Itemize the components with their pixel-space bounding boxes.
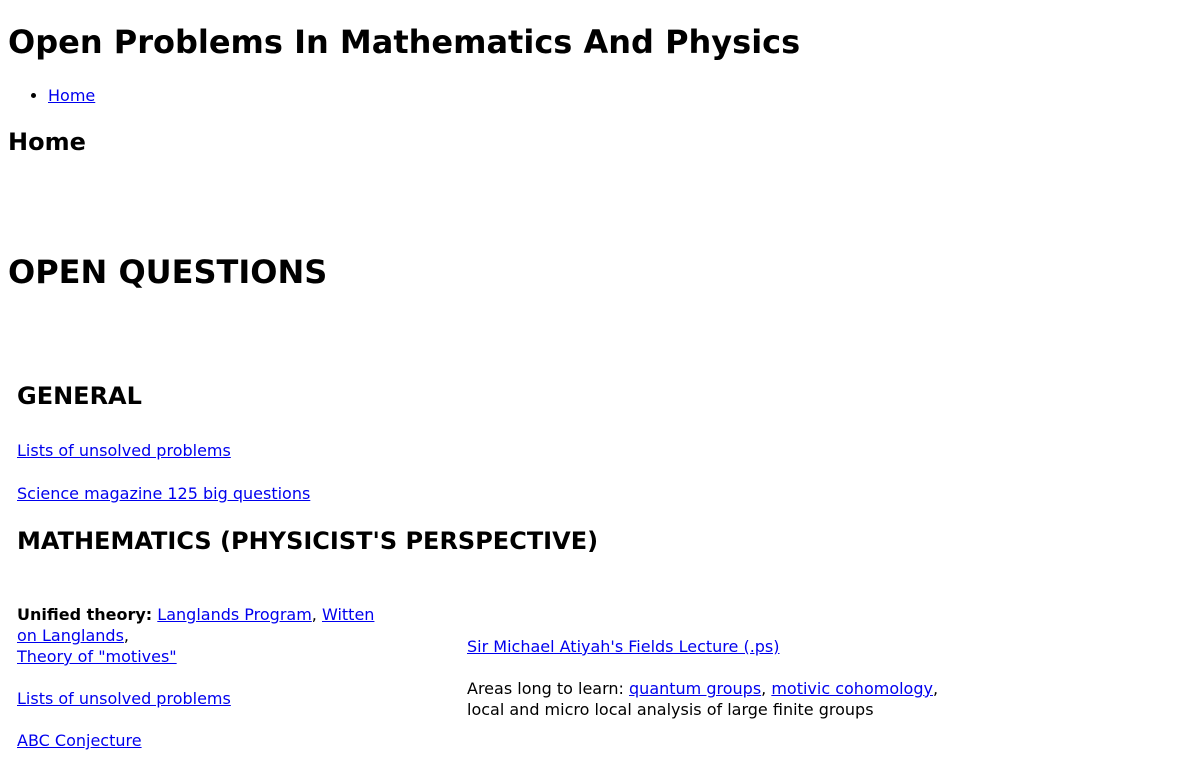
math-unsolved-problems-link[interactable]: Lists of unsolved problems	[17, 689, 231, 708]
atiyah-lecture-link[interactable]: Sir Michael Atiyah's Fields Lecture (.ps)	[467, 637, 780, 656]
general-link-row	[17, 483, 310, 504]
nav-item-home	[48, 85, 95, 106]
areas-suffix: , local and micro local analysis of large finite groups	[467, 679, 939, 719]
atiyah-paragraph	[467, 636, 967, 657]
separator: ,	[311, 605, 317, 624]
page-heading: Home	[8, 128, 86, 156]
areas-paragraph	[467, 678, 967, 720]
unsolved-problems-link[interactable]: Lists of unsolved problems	[17, 441, 231, 460]
math-left-column	[17, 604, 397, 772]
math-link-row	[17, 688, 397, 709]
main-nav	[8, 85, 95, 106]
math-link-row	[17, 730, 397, 751]
site-title: Open Problems In Mathematics And Physics	[8, 23, 801, 61]
langlands-program-link[interactable]: Langlands Program	[157, 605, 312, 624]
unified-theory-label: Unified theory:	[17, 605, 153, 624]
general-link-row	[17, 440, 231, 461]
mathematics-heading: MATHEMATICS (PHYSICIST'S PERSPECTIVE)	[17, 527, 599, 555]
quantum-groups-link[interactable]: quantum groups	[629, 679, 762, 698]
separator: ,	[123, 626, 130, 645]
areas-prefix: Areas long to learn:	[467, 679, 630, 698]
general-heading: GENERAL	[17, 382, 142, 410]
science-125-questions-link[interactable]: Science magazine 125 big questions	[17, 484, 311, 503]
motives-theory-link[interactable]: Theory of "motives"	[17, 647, 177, 666]
separator: ,	[761, 679, 772, 698]
unified-theory-paragraph	[17, 604, 397, 667]
math-right-column	[467, 636, 967, 741]
abc-conjecture-link[interactable]: ABC Conjecture	[17, 731, 142, 750]
motivic-cohomology-link[interactable]: motivic cohomology	[771, 679, 933, 698]
witten-langlands-link[interactable]: Witten on Langlands	[17, 605, 375, 645]
nav-link-home[interactable]: Home	[48, 86, 96, 105]
open-questions-heading: OPEN QUESTIONS	[8, 253, 328, 291]
